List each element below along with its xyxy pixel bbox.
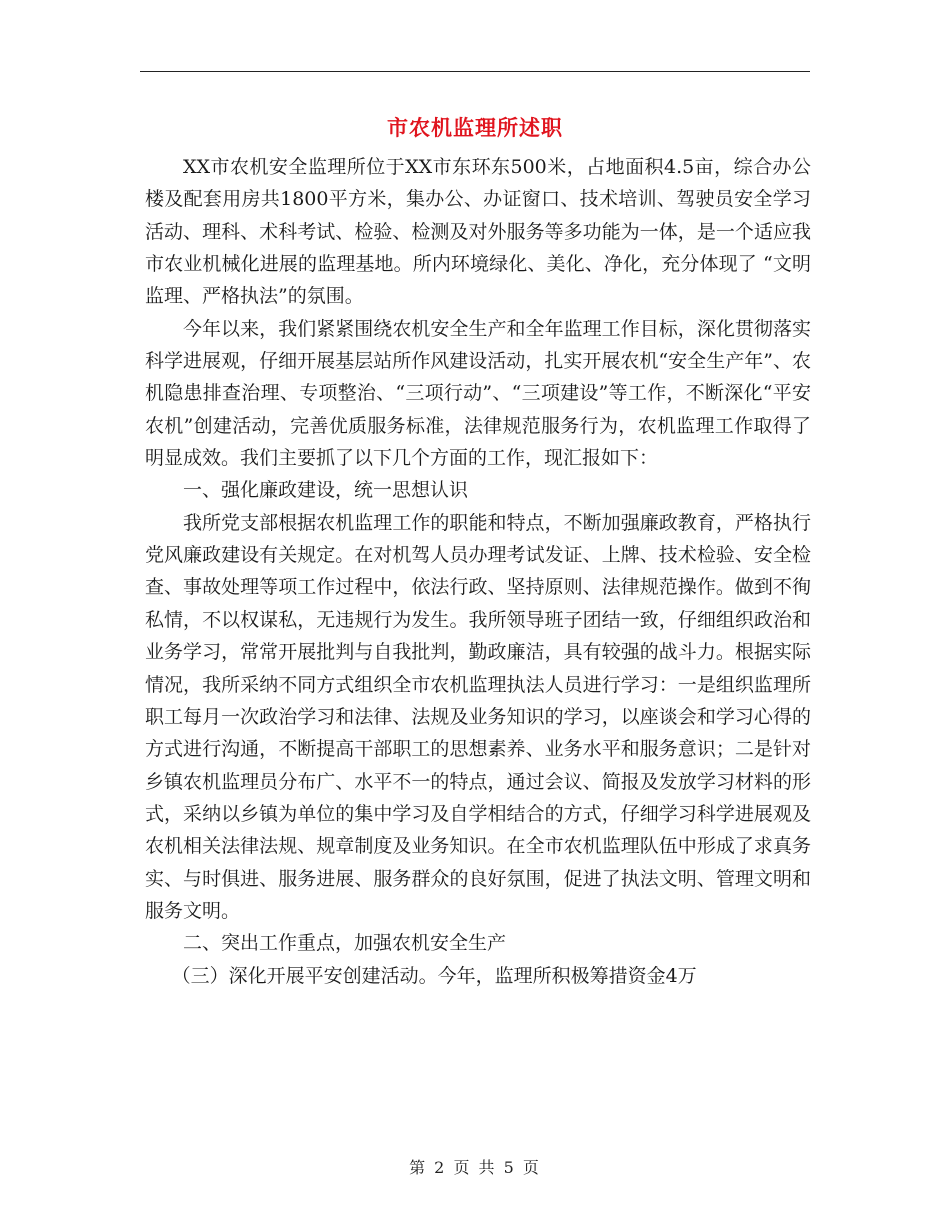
section-heading-1: 一、强化廉政建设，统一思想认识 [183, 479, 469, 502]
paragraph-section-1: 我所党支部根据农机监理工作的职能和特点，不断加强廉政教育，严格执行党风廉政建设有关规定。在对机驾人员办理考试发证、上牌、技术检验、安全检查、事故处理等项工作过程中，依法行政、坚持原则、法律规范操作。做到不徇私情，不以权谋私，无违规行为发生。我所领导班子团结一致，仔细组织政治和业务学习，常常开展批判与自我批判，勤政廉洁，具有较强的战斗力。根据实际情况，我所采纳不同方式组织全市农机监理执法人员进行学习：一是组织监理所职工每月一次政治学习和法律、法规及业务知识的学习，以座谈会和学习心得的方式进行沟通，不断提高干部职工的思想素养、业务水平和服务意识；二是针对乡镇农机监理员分布广、水平不一的特点，通过会议、简报及发放学习材料的形式，采纳以乡镇为单位的集中学习及自学相结合的方式，仔细学习科学进展观及农机相关法律法规、规章制度及业务知识。在全市农机监理队伍中形成了求真务实、与时俱进、服务进展、服务群众的良好氛围，促进了执法文明、管理文明和服务文明。 [145, 511, 811, 922]
paragraph-intro: XX市农机安全监理所位于XX市东环东500米，占地面积4.5亩，综合办公楼及配套用房共1800平方米，集办公、办证窗口、技术培训、驾驶员安全学习活动、理科、术科考试、检验、检测及对外服务等多功能为一体，是一个适应我市农业机械化进展的监理基地。所内环境绿化、美化、净化，充分体现了 “文明监理、严格执法”的氛围。 [145, 156, 811, 308]
paragraph-overview: 今年以来，我们紧紧围绕农机安全生产和全年监理工作目标，深化贯彻落实科学进展观，仔细开展基层站所作风建设活动，扎实开展农机“安全生产年”、农机隐患排查治理、专项整治、“三项行动”、“三项建设”等工作，不断深化“平安农机”创建活动，完善优质服务标准，法律规范服务行为，农机监理工作取得了明显成效。我们主要抓了以下几个方面的工作，现汇报如下： [145, 317, 811, 470]
section-heading-2: 二、突出工作重点，加强农机安全生产 [183, 932, 507, 955]
paragraph-section-2-item-3: （三）深化开展平安创建活动。今年，监理所积极筹措资金4万 [171, 964, 697, 987]
document-body [145, 151, 811, 992]
header-rule [140, 71, 810, 72]
page-number-footer: 第 2 页 共 5 页 [409, 1158, 541, 1177]
document-title: 市农机监理所述职 [387, 115, 563, 140]
